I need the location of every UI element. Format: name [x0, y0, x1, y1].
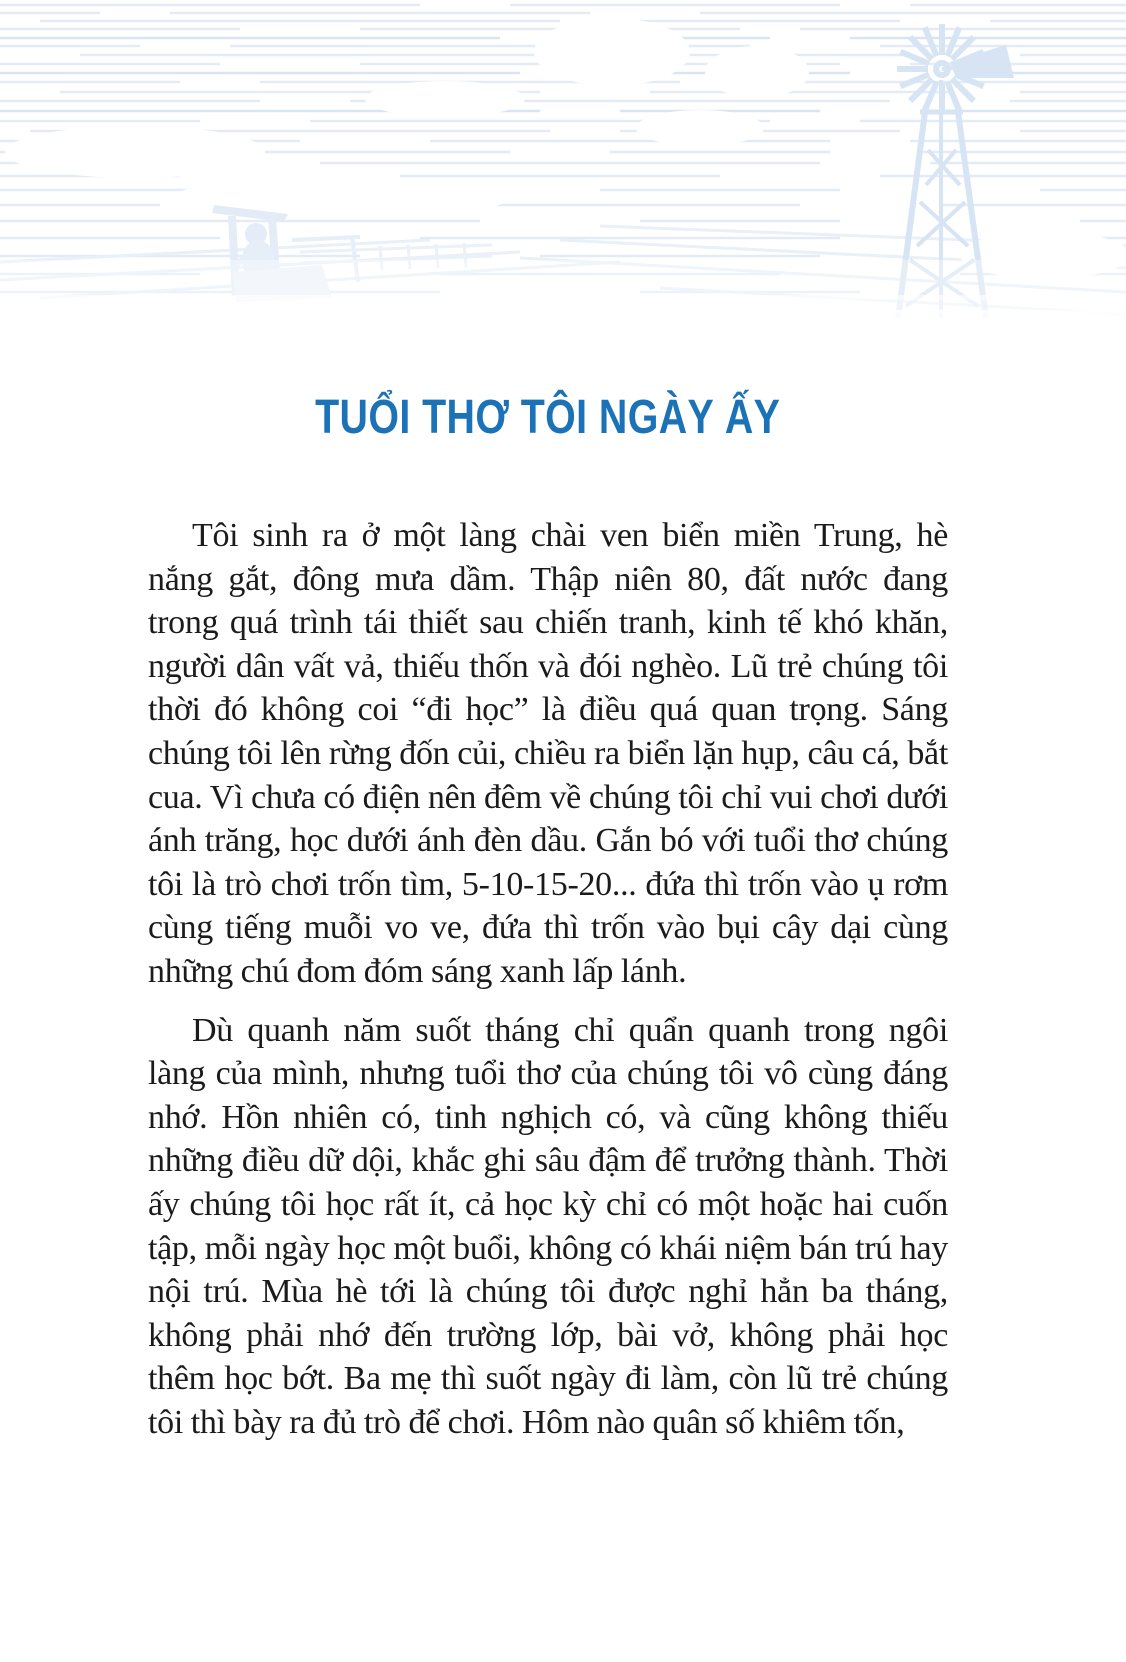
body-paragraph-2: Dù quanh năm suốt tháng chỉ quẩn quanh trong ngôi làng của mình, nhưng tuổi thơ của chúng tôi vô cùng đáng nhớ. Hồn nhiên có, tinh nghịch có, và cũng không thiếu những điều dữ dội, khắc ghi sâu đậm để trưởng thành. Thời ấy chúng tôi học rất ít, cả học kỳ chỉ có một hoặc hai cuốn tập, mỗi ngày học một buổi, không có khái niệm bán trú hay nội trú. Mùa hè tới là chúng tôi được nghỉ hẳn ba tháng, không phải nhớ đến trường lớp, bài vở, không phải học thêm học bớt. Ba mẹ thì suốt ngày đi làm, còn lũ trẻ chúng tôi thì bày ra đủ trò để chơi. Hôm nào quân số khiêm tốn,: [148, 1011, 948, 1441]
bottom-fade: [0, 260, 1126, 320]
body-text: [148, 514, 948, 1459]
body-paragraph-1: Tôi sinh ra ở một làng chài ven biển miền Trung, hè nắng gắt, đông mưa dầm. Thập niên 80, đất nước đang trong quá trình tái thiết sau chiến tranh, kinh tế khó khăn, người dân vất vả, thiếu thốn và đói nghèo. Lũ trẻ chúng tôi thời đó không coi “đi học” là điều quá quan trọng. Sáng chúng tôi lên rừng đốn củi, chiều ra biển lặn hụp, câu cá, bắt cua. Vì chưa có điện nên đêm về chúng tôi chỉ vui chơi dưới ánh trăng, học dưới ánh đèn dầu. Gắn bó với tuổi thơ chúng tôi là trò chơi trốn tìm, 5-10-15-20... đứa thì trốn vào ụ rơm cùng tiếng muỗi vo ve, đứa thì trốn vào bụi cây dại cùng những chú đom đóm sáng xanh lấp lánh.: [148, 517, 948, 990]
page-title: [148, 392, 948, 445]
farm-scene-illustration: [0, 0, 1126, 320]
page-title-text: TUỔI THƠ TÔI NGÀY ẤY: [315, 391, 781, 444]
